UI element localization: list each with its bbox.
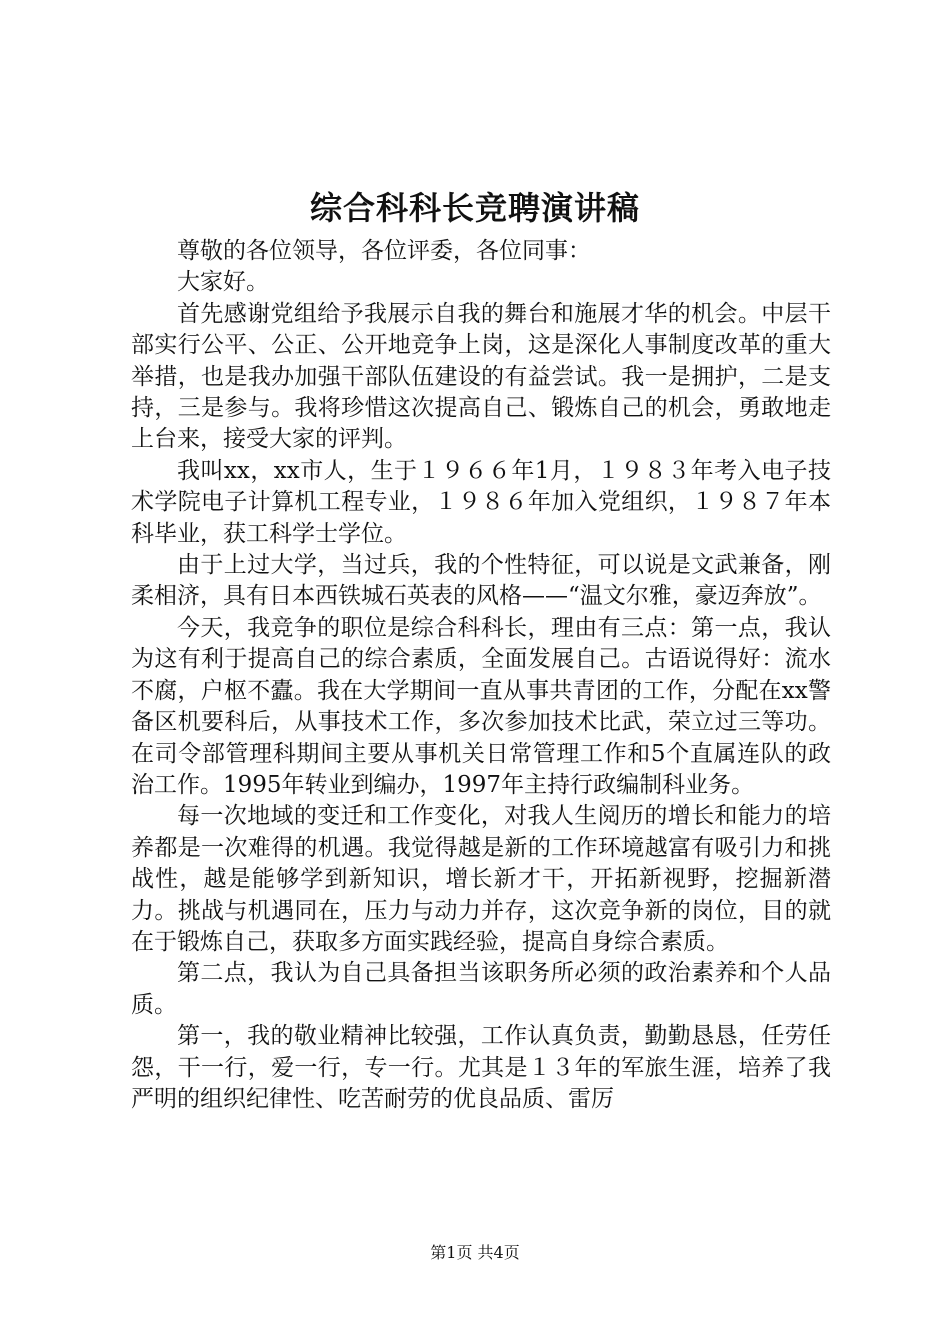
- paragraph: 每一次地域的变迁和工作变化，对我人生阅历的增长和能力的培养都是一次难得的机遇。我觉得越是新的工作环境越富有吸引力和挑战性，越是能够学到新知识，增长新才干，开拓新视野，挖掘新潜力。挑战与机遇同在，压力与动力并存，这次竞争新的岗位，目的就在于锻炼自己，获取多方面实践经验，提高自身综合素质。: [131, 803, 831, 955]
- paragraph: 由于上过大学，当过兵，我的个性特征，可以说是文武兼备，刚柔相济，具有日本西铁城石英表的风格——“温文尔雅，豪迈奔放”。: [131, 552, 831, 610]
- paragraph: 我叫xx，xx市人，生于１９６６年1月，１９８３年考入电子技术学院电子计算机工程专业，１９８６年加入党组织，１９８７年本科毕业，获工科学士学位。: [131, 457, 831, 547]
- document-title: 综合科科长竞聘演讲稿: [309, 189, 640, 227]
- paragraph: 尊敬的各位领导，各位评委，各位同事：: [177, 238, 591, 264]
- paragraph: 第一，我的敬业精神比较强，工作认真负责，勤勤恳恳，任劳任怨，干一行，爱一行，专一行。尤其是１３年的军旅生涯，培养了我严明的组织纪律性、吃苦耐劳的优良品质、雷厉: [131, 1023, 831, 1112]
- page-number-footer: 第1页 共4页: [430, 1243, 520, 1262]
- paragraph: 首先感谢党组给予我展示自我的舞台和施展才华的机会。中层干部实行公平、公正、公开地竞争上岗，这是深化人事制度改革的重大举措，也是我办加强干部队伍建设的有益尝试。我一是拥护，二是支持，三是参与。我将珍惜这次提高自己、锻炼自己的机会，勇敢地走上台来，接受大家的评判。: [131, 300, 831, 453]
- paragraph: 今天，我竞争的职位是综合科科长，理由有三点：第一点，我认为这有利于提高自己的综合素质，全面发展自己。古语说得好：流水不腐，户枢不蠹。我在大学期间一直从事共青团的工作，分配在xx警备区机要科后，从事技术工作，多次参加技术比武，荣立过三等功。在司令部管理科期间主要从事机关日常管理工作和5个直属连队的政治工作。1995年转业到编办，1997年主持行政编制科业务。: [131, 614, 831, 798]
- document-body: [131, 236, 831, 1115]
- paragraph: 第二点，我认为自己具备担当该职务所必须的政治素养和个人品质。: [131, 960, 831, 1018]
- paragraph: 大家好。: [177, 269, 269, 296]
